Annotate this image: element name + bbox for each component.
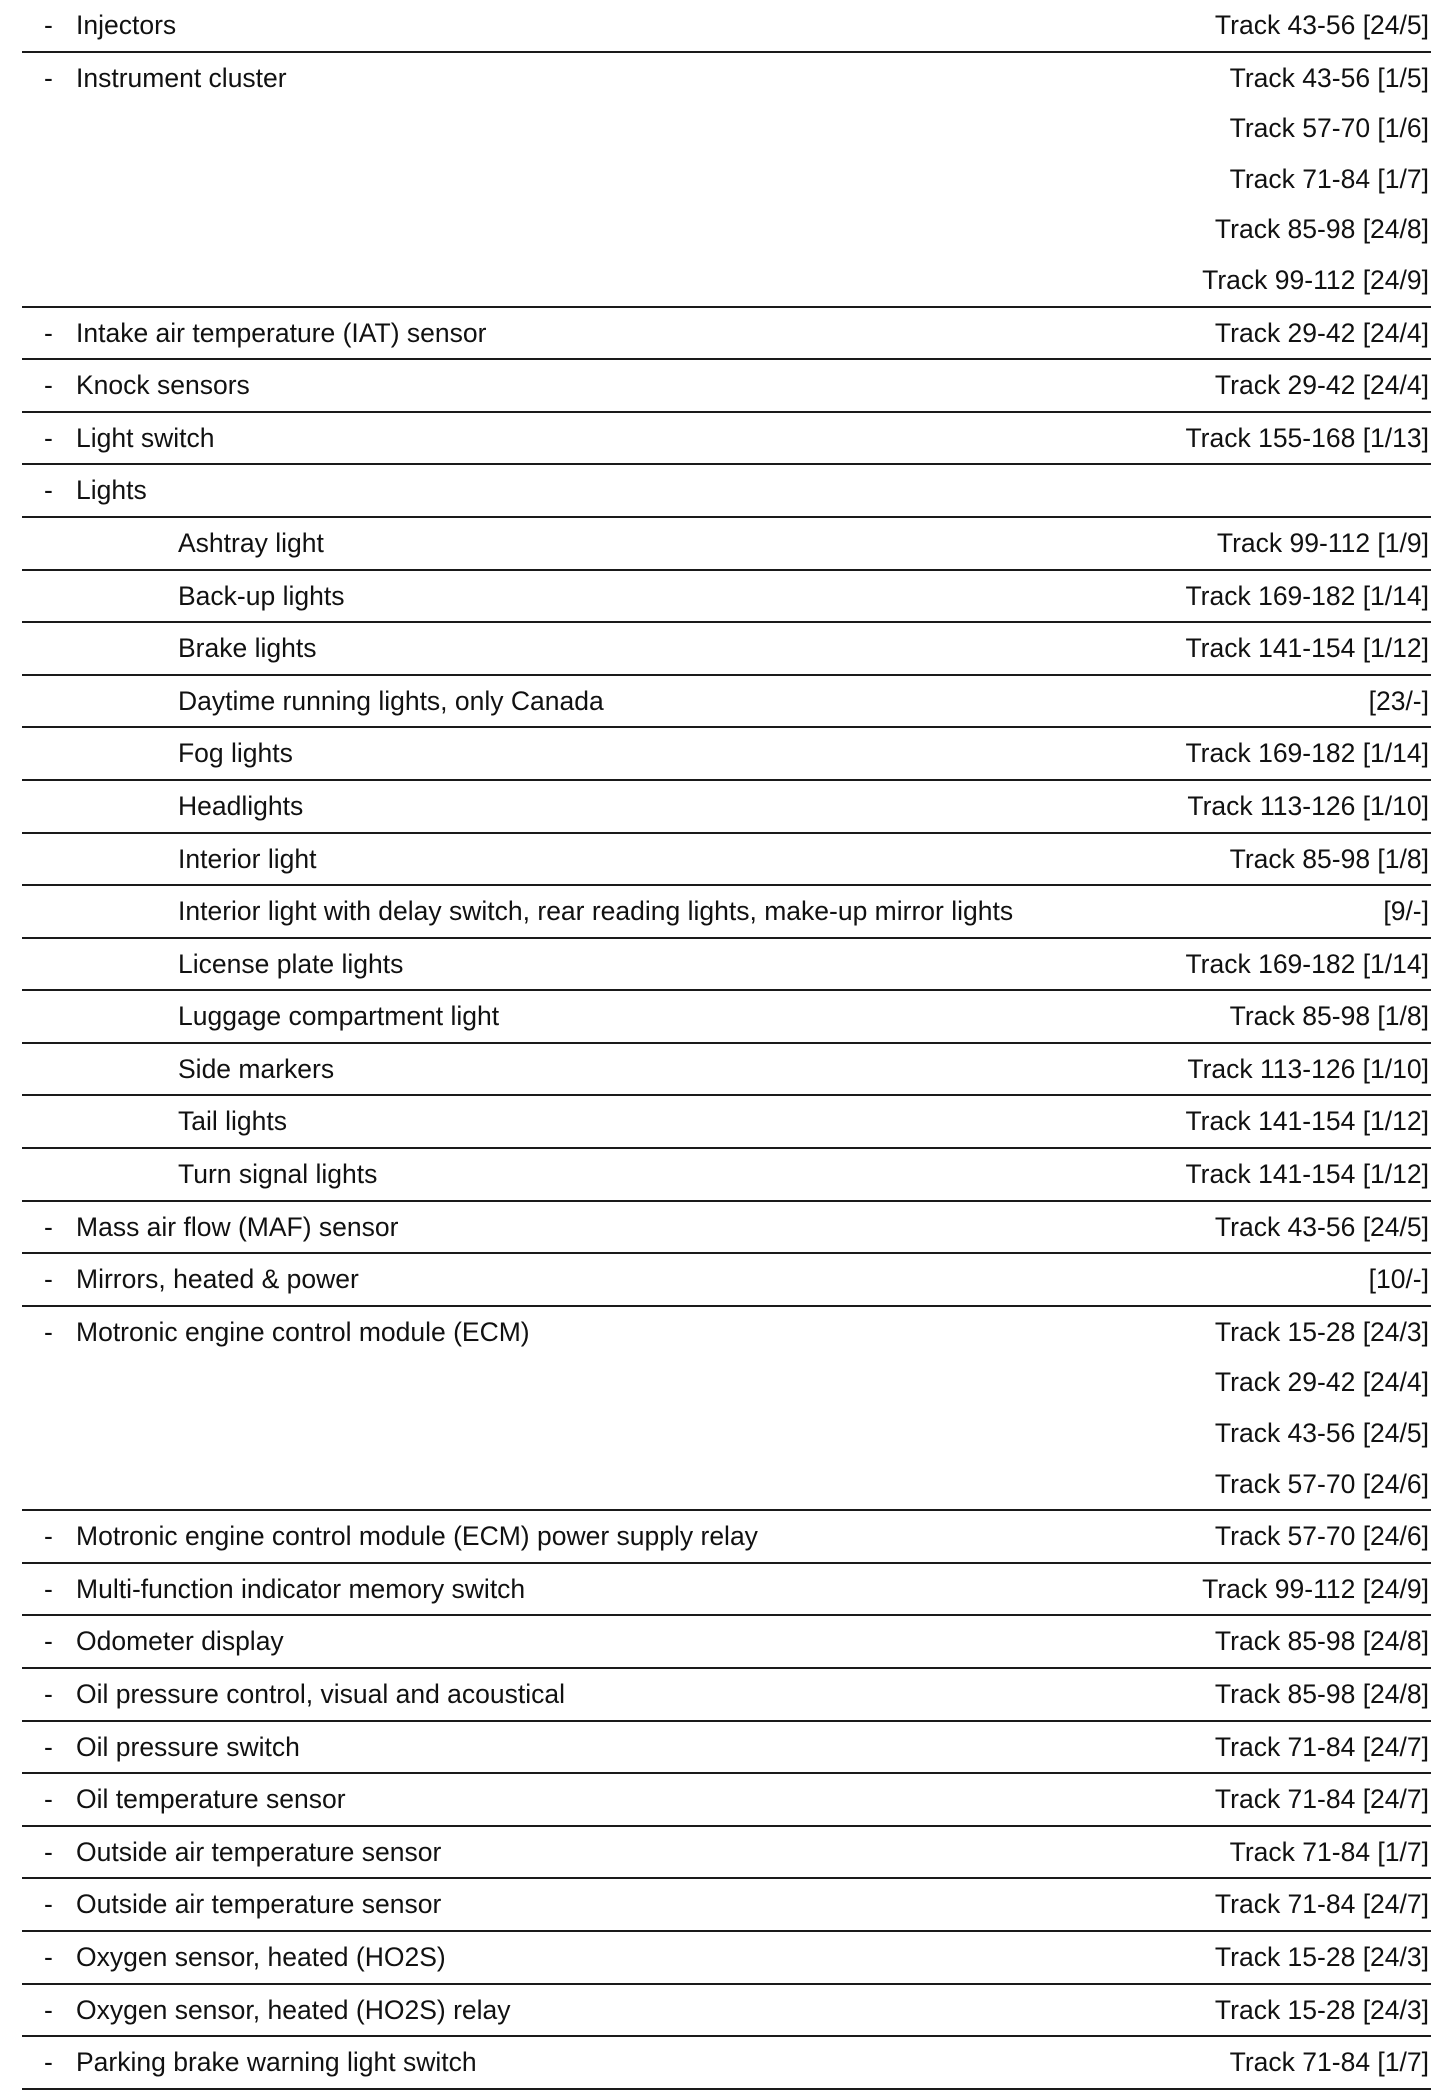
track-reference: Track 29-42 [24/4]: [1214, 317, 1429, 348]
track-reference: Track 71-84 [1/7]: [1229, 2047, 1429, 2078]
entry-label: Injectors: [76, 10, 177, 40]
entry-refs-cell: [1185, 1096, 1431, 1147]
entry-label: Outside air temperature sensor: [76, 1889, 442, 1920]
entry-label-cell: [22, 1202, 1215, 1253]
entry-label: Tail lights: [178, 1106, 287, 1137]
sub-entry-row: [22, 1096, 1431, 1149]
entry-label: Luggage compartment light: [178, 1001, 500, 1032]
sub-entry-row: [22, 834, 1431, 887]
entry-refs-cell: [1215, 1616, 1431, 1667]
entry-refs-cell: [1202, 1564, 1431, 1615]
sub-entry-row: [22, 886, 1431, 939]
entry-row: [22, 1827, 1431, 1880]
entry-label-cell: [22, 571, 1185, 622]
entry-label: Parking brake warning light switch: [76, 2047, 477, 2078]
track-reference: Track 29-42 [24/4]: [1214, 370, 1429, 401]
entry-label-cell: [22, 1669, 1215, 1720]
entry-label-cell: [22, 465, 1429, 516]
entry-label-cell: [22, 518, 1217, 569]
entry-label: Back-up lights: [178, 580, 345, 611]
entry-label-cell: [22, 676, 1369, 727]
entry-row: [22, 1722, 1431, 1775]
bullet-dash: -: [44, 370, 53, 401]
entry-row: [22, 0, 1431, 53]
entry-row: [22, 1511, 1431, 1564]
entry-refs-cell: [1187, 1044, 1431, 1095]
sub-entry-row: [22, 676, 1431, 729]
entry-refs-cell: [1215, 1511, 1431, 1562]
entry-refs-cell: [1185, 1149, 1431, 1200]
bullet-dash: -: [44, 2047, 53, 2078]
entry-refs-cell: [1185, 939, 1431, 990]
entry-refs-cell: [1230, 1827, 1431, 1878]
track-reference: Track 43-56 [24/5]: [1214, 1418, 1429, 1449]
track-reference: Track 71-84 [24/7]: [1214, 1731, 1429, 1762]
bullet-dash: -: [44, 475, 53, 506]
bullet-dash: -: [44, 1626, 53, 1657]
entry-label: Outside air temperature sensor: [76, 1836, 442, 1867]
track-reference: Track 71-84 [24/7]: [1214, 1889, 1429, 1920]
entry-refs-cell: [1215, 1722, 1431, 1773]
entry-label: Multi-function indicator memory switch: [76, 1573, 526, 1604]
entry-label-cell: [22, 991, 1230, 1042]
sub-entry-row: [22, 991, 1431, 1044]
entry-label-cell: [22, 360, 1215, 411]
entry-refs-cell: [1383, 886, 1431, 937]
entry-label: License plate lights: [178, 948, 404, 979]
bullet-dash: -: [44, 422, 53, 453]
entry-row: [22, 1879, 1431, 1932]
entry-label-cell: [22, 1044, 1187, 1095]
track-reference: Track 29-42 [24/4]: [1214, 1367, 1429, 1398]
track-reference: Track 169-182 [1/14]: [1185, 948, 1429, 979]
entry-label: Intake air temperature (IAT) sensor: [76, 317, 487, 348]
entry-refs-cell: [1215, 1202, 1431, 1253]
entry-label-cell: [22, 1307, 1215, 1358]
bullet-dash: -: [44, 1316, 53, 1347]
entry-row: [22, 1932, 1431, 1985]
entry-label-cell: [22, 728, 1185, 779]
entry-label: Interior light: [178, 843, 317, 874]
track-reference: Track 71-84 [24/7]: [1214, 1784, 1429, 1815]
track-reference: Track 43-56 [24/5]: [1214, 10, 1429, 40]
bullet-dash: -: [44, 1836, 53, 1867]
entry-label: Oxygen sensor, heated (HO2S) relay: [76, 1994, 511, 2025]
entry-refs-cell: [1185, 623, 1431, 674]
entry-label: Knock sensors: [76, 370, 250, 401]
track-reference: Track 99-112 [24/9]: [1202, 264, 1429, 295]
entry-label-cell: [22, 1879, 1215, 1930]
track-reference: Track 15-28 [24/3]: [1214, 1941, 1429, 1972]
track-reference: Track 155-168 [1/13]: [1185, 422, 1429, 453]
entry-label: Instrument cluster: [76, 62, 287, 93]
entry-refs-cell: [1185, 728, 1431, 779]
sub-entry-row: [22, 518, 1431, 571]
bullet-dash: -: [44, 1679, 53, 1709]
track-reference: Track 113-126 [1/10]: [1187, 790, 1429, 821]
entry-label: Ashtray light: [178, 527, 324, 558]
entry-refs-cell: [1215, 1774, 1431, 1825]
component-index-table: [22, 0, 1431, 2090]
bullet-dash: -: [44, 1264, 53, 1295]
entry-label: Motronic engine control module (ECM) power supply relay: [76, 1521, 758, 1552]
entry-refs-cell: [1215, 0, 1431, 51]
entry-label-cell: [22, 781, 1187, 832]
entry-label-cell: [22, 1254, 1369, 1305]
entry-label-cell: [22, 886, 1383, 937]
entry-label-cell: [22, 1511, 1215, 1562]
entry-label-cell: [22, 308, 1215, 359]
track-reference: Track 85-98 [24/8]: [1214, 214, 1429, 245]
track-reference: Track 43-56 [1/5]: [1229, 62, 1429, 93]
entry-label-cell: [22, 1616, 1215, 1667]
entry-label-cell: [22, 1149, 1185, 1200]
track-reference: Track 15-28 [24/3]: [1214, 1316, 1429, 1347]
entry-label: Light switch: [76, 422, 215, 453]
sub-entry-row: [22, 1149, 1431, 1202]
track-reference: [10/-]: [1368, 1264, 1429, 1295]
entry-label: Interior light with delay switch, rear reading lights, make-up mirror lights: [178, 896, 1014, 927]
entry-row: [22, 1669, 1431, 1722]
entry-refs-cell: [1215, 1932, 1431, 1983]
entry-label: Mirrors, heated & power: [76, 1264, 359, 1295]
track-reference: Track 141-154 [1/12]: [1185, 633, 1429, 664]
track-reference: Track 57-70 [1/6]: [1229, 113, 1429, 144]
track-reference: Track 71-84 [1/7]: [1229, 1836, 1429, 1867]
track-reference: Track 85-98 [1/8]: [1229, 1001, 1429, 1032]
entry-label: Turn signal lights: [178, 1159, 378, 1190]
entry-refs-cell: [1230, 991, 1431, 1042]
bullet-dash: -: [44, 1521, 53, 1552]
entry-label-cell: [22, 53, 1202, 104]
bullet-dash: -: [44, 317, 53, 348]
entry-label: Lights: [76, 475, 147, 506]
bullet-dash: -: [44, 1211, 53, 1242]
entry-row: [22, 1254, 1431, 1307]
entry-row: [22, 1616, 1431, 1669]
entry-refs-cell: [1202, 53, 1431, 306]
entry-label-cell: [22, 939, 1185, 990]
bullet-dash: -: [44, 1784, 53, 1815]
entry-label: Daytime running lights, only Canada: [178, 685, 604, 716]
sub-entry-row: [22, 781, 1431, 834]
entry-label: Oil temperature sensor: [76, 1784, 346, 1815]
entry-row: [22, 360, 1431, 413]
entry-label: Side markers: [178, 1053, 335, 1084]
entry-label: Mass air flow (MAF) sensor: [76, 1211, 399, 1242]
entry-row: [22, 1564, 1431, 1617]
sub-entry-row: [22, 1044, 1431, 1097]
track-reference: Track 85-98 [1/8]: [1229, 843, 1429, 874]
track-reference: Track 57-70 [24/6]: [1214, 1521, 1429, 1552]
track-reference: [23/-]: [1368, 685, 1429, 716]
entry-refs-cell: [1215, 360, 1431, 411]
track-reference: Track 113-126 [1/10]: [1187, 1053, 1429, 1084]
entry-row: [22, 1985, 1431, 2038]
sub-entry-row: [22, 623, 1431, 676]
entry-label: Headlights: [178, 790, 304, 821]
bullet-dash: -: [44, 1573, 53, 1604]
entry-row: [22, 465, 1431, 518]
bullet-dash: -: [44, 10, 53, 40]
entry-refs-cell: [1217, 518, 1431, 569]
track-reference: Track 57-70 [24/6]: [1214, 1468, 1429, 1499]
entry-label-cell: [22, 1932, 1215, 1983]
entry-label: Fog lights: [178, 738, 293, 769]
entry-label-cell: [22, 1827, 1230, 1878]
entry-refs-cell: [1369, 1254, 1431, 1305]
entry-refs-cell: [1185, 571, 1431, 622]
entry-refs-cell: [1369, 676, 1431, 727]
entry-label-cell: [22, 1774, 1215, 1825]
entry-label-cell: [22, 623, 1185, 674]
bullet-dash: -: [44, 62, 53, 93]
sub-entry-row: [22, 728, 1431, 781]
entry-label-cell: [22, 1564, 1202, 1615]
track-reference: Track 85-98 [24/8]: [1214, 1626, 1429, 1657]
entry-refs-cell: [1215, 1669, 1431, 1720]
entry-refs-cell: [1187, 781, 1431, 832]
track-reference: Track 99-112 [24/9]: [1202, 1573, 1429, 1604]
track-reference: Track 43-56 [24/5]: [1214, 1211, 1429, 1242]
entry-refs-cell: [1215, 308, 1431, 359]
entry-row: [22, 2037, 1431, 2090]
entry-row: [22, 1202, 1431, 1255]
entry-label-cell: [22, 834, 1230, 885]
entry-label-cell: [22, 2037, 1230, 2088]
entry-refs-cell: [1215, 1307, 1431, 1509]
track-reference: Track 71-84 [1/7]: [1229, 163, 1429, 194]
entry-label-cell: [22, 1722, 1215, 1773]
track-reference: Track 85-98 [24/8]: [1214, 1679, 1429, 1709]
entry-label-cell: [22, 1096, 1185, 1147]
entry-refs-cell: [1215, 1879, 1431, 1930]
entry-refs-cell: [1230, 834, 1431, 885]
entry-row: [22, 413, 1431, 466]
entry-refs-cell: [1185, 413, 1431, 464]
bullet-dash: -: [44, 1731, 53, 1762]
track-reference: Track 169-182 [1/14]: [1185, 580, 1429, 611]
bullet-dash: -: [44, 1941, 53, 1972]
entry-refs-cell: [1429, 465, 1431, 516]
sub-entry-row: [22, 571, 1431, 624]
track-reference: [9/-]: [1383, 896, 1429, 927]
entry-label-cell: [22, 413, 1185, 464]
entry-row: [22, 308, 1431, 361]
track-reference: Track 99-112 [1/9]: [1216, 527, 1429, 558]
track-reference: Track 15-28 [24/3]: [1214, 1994, 1429, 2025]
bullet-dash: -: [44, 1889, 53, 1920]
sub-entry-row: [22, 939, 1431, 992]
entry-row: [22, 53, 1431, 308]
track-reference: Track 169-182 [1/14]: [1185, 738, 1429, 769]
entry-label: Oil pressure control, visual and acoustical: [76, 1679, 566, 1709]
entry-label: Oil pressure switch: [76, 1731, 300, 1762]
track-reference: Track 141-154 [1/12]: [1185, 1106, 1429, 1137]
entry-refs-cell: [1230, 2037, 1431, 2088]
entry-label: Oxygen sensor, heated (HO2S): [76, 1941, 446, 1972]
entry-label-cell: [22, 0, 1215, 51]
entry-row: [22, 1774, 1431, 1827]
entry-label: Motronic engine control module (ECM): [76, 1316, 530, 1347]
entry-label: Odometer display: [76, 1626, 284, 1657]
track-reference: Track 141-154 [1/12]: [1185, 1159, 1429, 1190]
bullet-dash: -: [44, 1994, 53, 2025]
entry-row: [22, 1307, 1431, 1511]
entry-label: Brake lights: [178, 633, 317, 664]
